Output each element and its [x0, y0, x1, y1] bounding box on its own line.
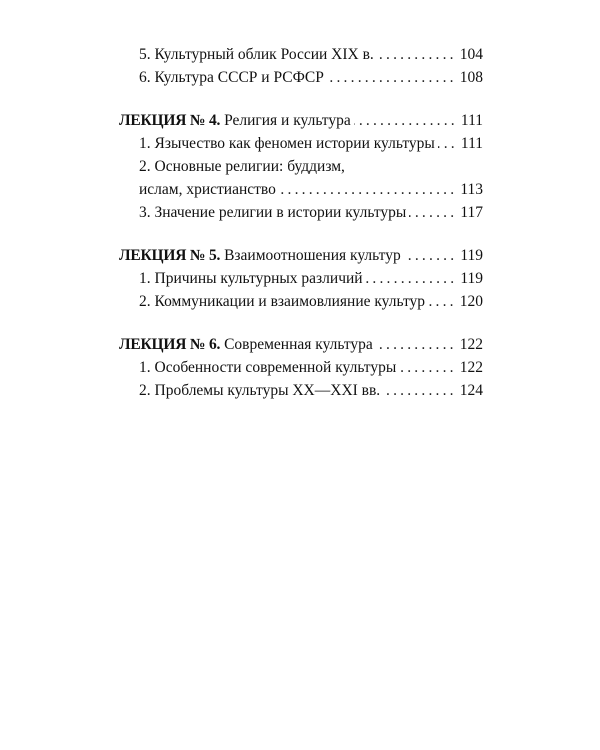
toc-page-number: 119 — [460, 247, 483, 264]
toc-page-number: 122 — [459, 336, 483, 353]
toc-leader-dots — [354, 109, 458, 132]
toc-entry-title: 2. Основные религии: буддизм, — [139, 158, 345, 175]
toc-entry-title: 3. Значение религии в истории культуры — [139, 204, 407, 221]
toc-entry-first-line — [119, 155, 483, 178]
toc-entry — [119, 66, 483, 89]
toc-entry — [119, 356, 483, 379]
toc-page-number: 108 — [459, 69, 483, 86]
toc-leader-dots — [409, 201, 457, 224]
toc-entry-title: 1. Причины культурных различий — [139, 270, 363, 287]
toc-leader-dots — [438, 132, 458, 155]
toc-entry — [119, 201, 483, 224]
toc-leader-dots — [377, 43, 457, 66]
toc-leader-dots — [383, 379, 457, 402]
toc-page-number: 122 — [459, 359, 483, 376]
toc-entry — [119, 43, 483, 66]
toc-page-number: 111 — [460, 112, 483, 129]
toc-entry-title: 2. Коммуникации и взаимовлияние культур — [139, 293, 426, 310]
toc-lecture-heading — [119, 333, 483, 356]
toc-page-number: 124 — [459, 382, 483, 399]
section-gap — [119, 224, 483, 244]
section-gap — [119, 89, 483, 109]
toc-lecture-heading — [119, 244, 483, 267]
toc-lecture-heading — [119, 109, 483, 132]
toc-leader-dots — [399, 356, 456, 379]
toc-leader-dots — [279, 178, 457, 201]
toc-leader-dots — [366, 267, 458, 290]
toc-entry — [119, 379, 483, 402]
toc-entry-title — [119, 333, 373, 356]
lecture-label: ЛЕКЦИЯ № 6. — [119, 336, 221, 353]
toc-leader-dots — [327, 66, 457, 89]
toc-leader-dots — [376, 333, 457, 356]
table-of-contents — [119, 43, 483, 402]
lecture-label: ЛЕКЦИЯ № 4. — [119, 112, 221, 129]
toc-leader-dots — [428, 290, 457, 313]
toc-entry — [119, 290, 483, 313]
lecture-title: Взаимоотношения культур — [224, 247, 401, 264]
toc-entry-title-continued: ислам, христианство — [139, 181, 276, 198]
toc-page-number: 117 — [460, 204, 483, 221]
toc-entry-title: 1. Язычество как феномен истории культуры — [139, 135, 435, 152]
toc-entry — [119, 267, 483, 290]
toc-entry-title: 2. Проблемы культуры XX—XXI вв. — [139, 382, 381, 399]
lecture-title: Религия и культура — [224, 112, 351, 129]
toc-entry-title: 5. Культурный облик России XIX в. — [139, 46, 374, 63]
lecture-label: ЛЕКЦИЯ № 5. — [119, 247, 221, 264]
toc-entry — [119, 132, 483, 155]
section-gap — [119, 313, 483, 333]
toc-entry-title — [119, 109, 351, 132]
toc-page-number: 120 — [459, 293, 483, 310]
toc-entry-title: 1. Особенности современной культуры — [139, 359, 397, 376]
toc-page-number: 119 — [460, 270, 483, 287]
toc-entry — [119, 178, 483, 201]
lecture-title: Современная культура — [224, 336, 373, 353]
toc-page-number: 104 — [459, 46, 483, 63]
toc-page-number: 111 — [460, 135, 483, 152]
toc-leader-dots — [404, 244, 458, 267]
toc-entry-title — [119, 244, 401, 267]
toc-entry-title: 6. Культура СССР и РСФСР — [139, 69, 324, 86]
toc-page-number: 113 — [460, 181, 483, 198]
